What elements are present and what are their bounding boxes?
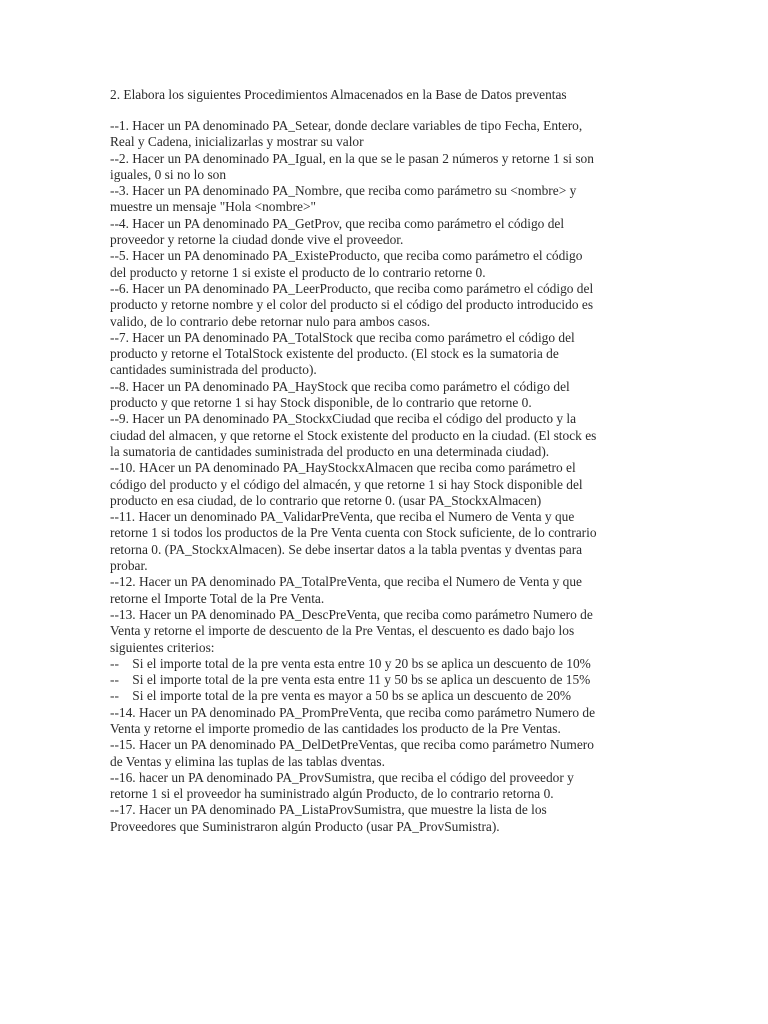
text-line: producto y retorne el TotalStock existente del producto. (El stock es la sumatoria de	[110, 346, 559, 362]
text-line: retorne 1 si el proveedor ha suministrado algún Producto, de lo contrario retorna 0.	[110, 786, 554, 802]
section-heading: 2. Elabora los siguientes Procedimientos Almacenados en la Base de Datos preventas	[110, 87, 567, 102]
text-line: Proveedores que Suministraron algún Producto (usar PA_ProvSumistra).	[110, 818, 500, 834]
text-line: --12. Hacer un PA denominado PA_TotalPreVenta, que reciba el Numero de Venta y que	[110, 574, 582, 590]
text-line: --1. Hacer un PA denominado PA_Setear, donde declare variables de tipo Fecha, Entero,	[110, 118, 583, 133]
text-line: --8. Hacer un PA denominado PA_HayStock que reciba como parámetro el código del	[110, 378, 570, 394]
text-line: producto en esa ciudad, de lo contrario que retorne 0. (usar PA_StockxAlmacen)	[110, 492, 542, 508]
text-line: código del producto y el código del almacén, y que retorne 1 si hay Stock disponible del	[110, 476, 583, 492]
text-line: Venta y retorne el importe promedio de las cantidades los producto de la Pre Ventas.	[110, 720, 561, 736]
text-line: muestre un mensaje "Hola <nombre>"	[110, 199, 317, 215]
text-line: proveedor y retorne la ciudad donde vive el proveedor.	[110, 232, 404, 248]
document-body	[110, 118, 670, 835]
text-line: retorna 0. (PA_StockxAlmacen). Se debe insertar datos a la tabla pventas y dventas para	[110, 541, 583, 557]
text-line: --4. Hacer un PA denominado PA_GetProv, que reciba como parámetro el código del	[110, 215, 565, 231]
text-line: --11. Hacer un denominado PA_ValidarPreVenta, que reciba el Numero de Venta y que	[110, 509, 575, 525]
text-line: producto y retorne nombre y el color del producto si el código del producto introducido es	[110, 297, 594, 313]
text-line: del producto y retorne 1 si existe el producto de lo contrario retorne 0.	[110, 264, 486, 280]
text-line: --10. HAcer un PA denominado PA_HayStockxAlmacen que reciba como parámetro el	[110, 460, 576, 476]
text-line: --5. Hacer un PA denominado PA_ExisteProducto, que reciba como parámetro el código	[110, 248, 583, 264]
text-line: --9. Hacer un PA denominado PA_StockxCiudad que reciba el código del producto y la	[110, 411, 577, 427]
text-line: --14. Hacer un PA denominado PA_PromPreVenta, que reciba como parámetro Numero de	[110, 704, 596, 720]
text-line: -- Si el importe total de la pre venta es mayor a 50 bs se aplica un descuento de 20%	[110, 688, 572, 704]
text-line: Real y Cadena, inicializarlas y mostrar su valor	[110, 134, 364, 150]
text-line: de Ventas y elimina las tuplas de las tablas dventas.	[110, 753, 385, 769]
text-line: retorne el Importe Total de la Pre Venta.	[110, 590, 325, 606]
text-line: --2. Hacer un PA denominado PA_Igual, en la que se le pasan 2 números y retorne 1 si son	[110, 150, 594, 166]
text-line: Venta y retorne el importe de descuento de la Pre Ventas, el descuento es dado bajo los	[110, 623, 575, 639]
text-line: producto y que retorne 1 si hay Stock disponible, de lo contrario que retorne 0.	[110, 395, 532, 411]
text-line: --6. Hacer un PA denominado PA_LeerProducto, que reciba como parámetro el código del	[110, 280, 594, 296]
text-line: iguales, 0 si no lo son	[110, 166, 227, 182]
text-line: --3. Hacer un PA denominado PA_Nombre, que reciba como parámetro su <nombre> y	[110, 183, 577, 199]
text-line: cantidades suministrada del producto).	[110, 362, 317, 378]
text-line: --15. Hacer un PA denominado PA_DelDetPreVentas, que reciba como parámetro Numero	[110, 737, 594, 753]
text-line: -- Si el importe total de la pre venta esta entre 10 y 20 bs se aplica un descuento de 10%	[110, 655, 591, 671]
text-line: --13. Hacer un PA denominado PA_DescPreVenta, que reciba como parámetro Numero de	[110, 606, 593, 622]
text-line: valido, de lo contrario debe retornar nulo para ambos casos.	[110, 313, 431, 329]
text-line: la sumatoria de cantidades suministrada del producto en una determinada ciudad).	[110, 443, 550, 459]
text-line: siguientes criterios:	[110, 639, 215, 655]
document-page	[110, 86, 670, 835]
text-line: probar.	[110, 558, 148, 574]
text-line: ciudad del almacen, y que retorne el Stock existente del producto en la ciudad. (El stock es	[110, 427, 597, 443]
text-line: retorne 1 si todos los productos de la Pre Venta cuenta con Stock suficiente, de lo contrario	[110, 525, 597, 541]
text-line: --7. Hacer un PA denominado PA_TotalStock que reciba como parámetro el código del	[110, 329, 575, 345]
text-line: --17. Hacer un PA denominado PA_ListaProvSumistra, que muestre la lista de los	[110, 802, 547, 818]
text-line: --16. hacer un PA denominado PA_ProvSumistra, que reciba el código del proveedor y	[110, 769, 574, 785]
text-line: -- Si el importe total de la pre venta esta entre 11 y 50 bs se aplica un descuento de 15%	[110, 672, 591, 688]
